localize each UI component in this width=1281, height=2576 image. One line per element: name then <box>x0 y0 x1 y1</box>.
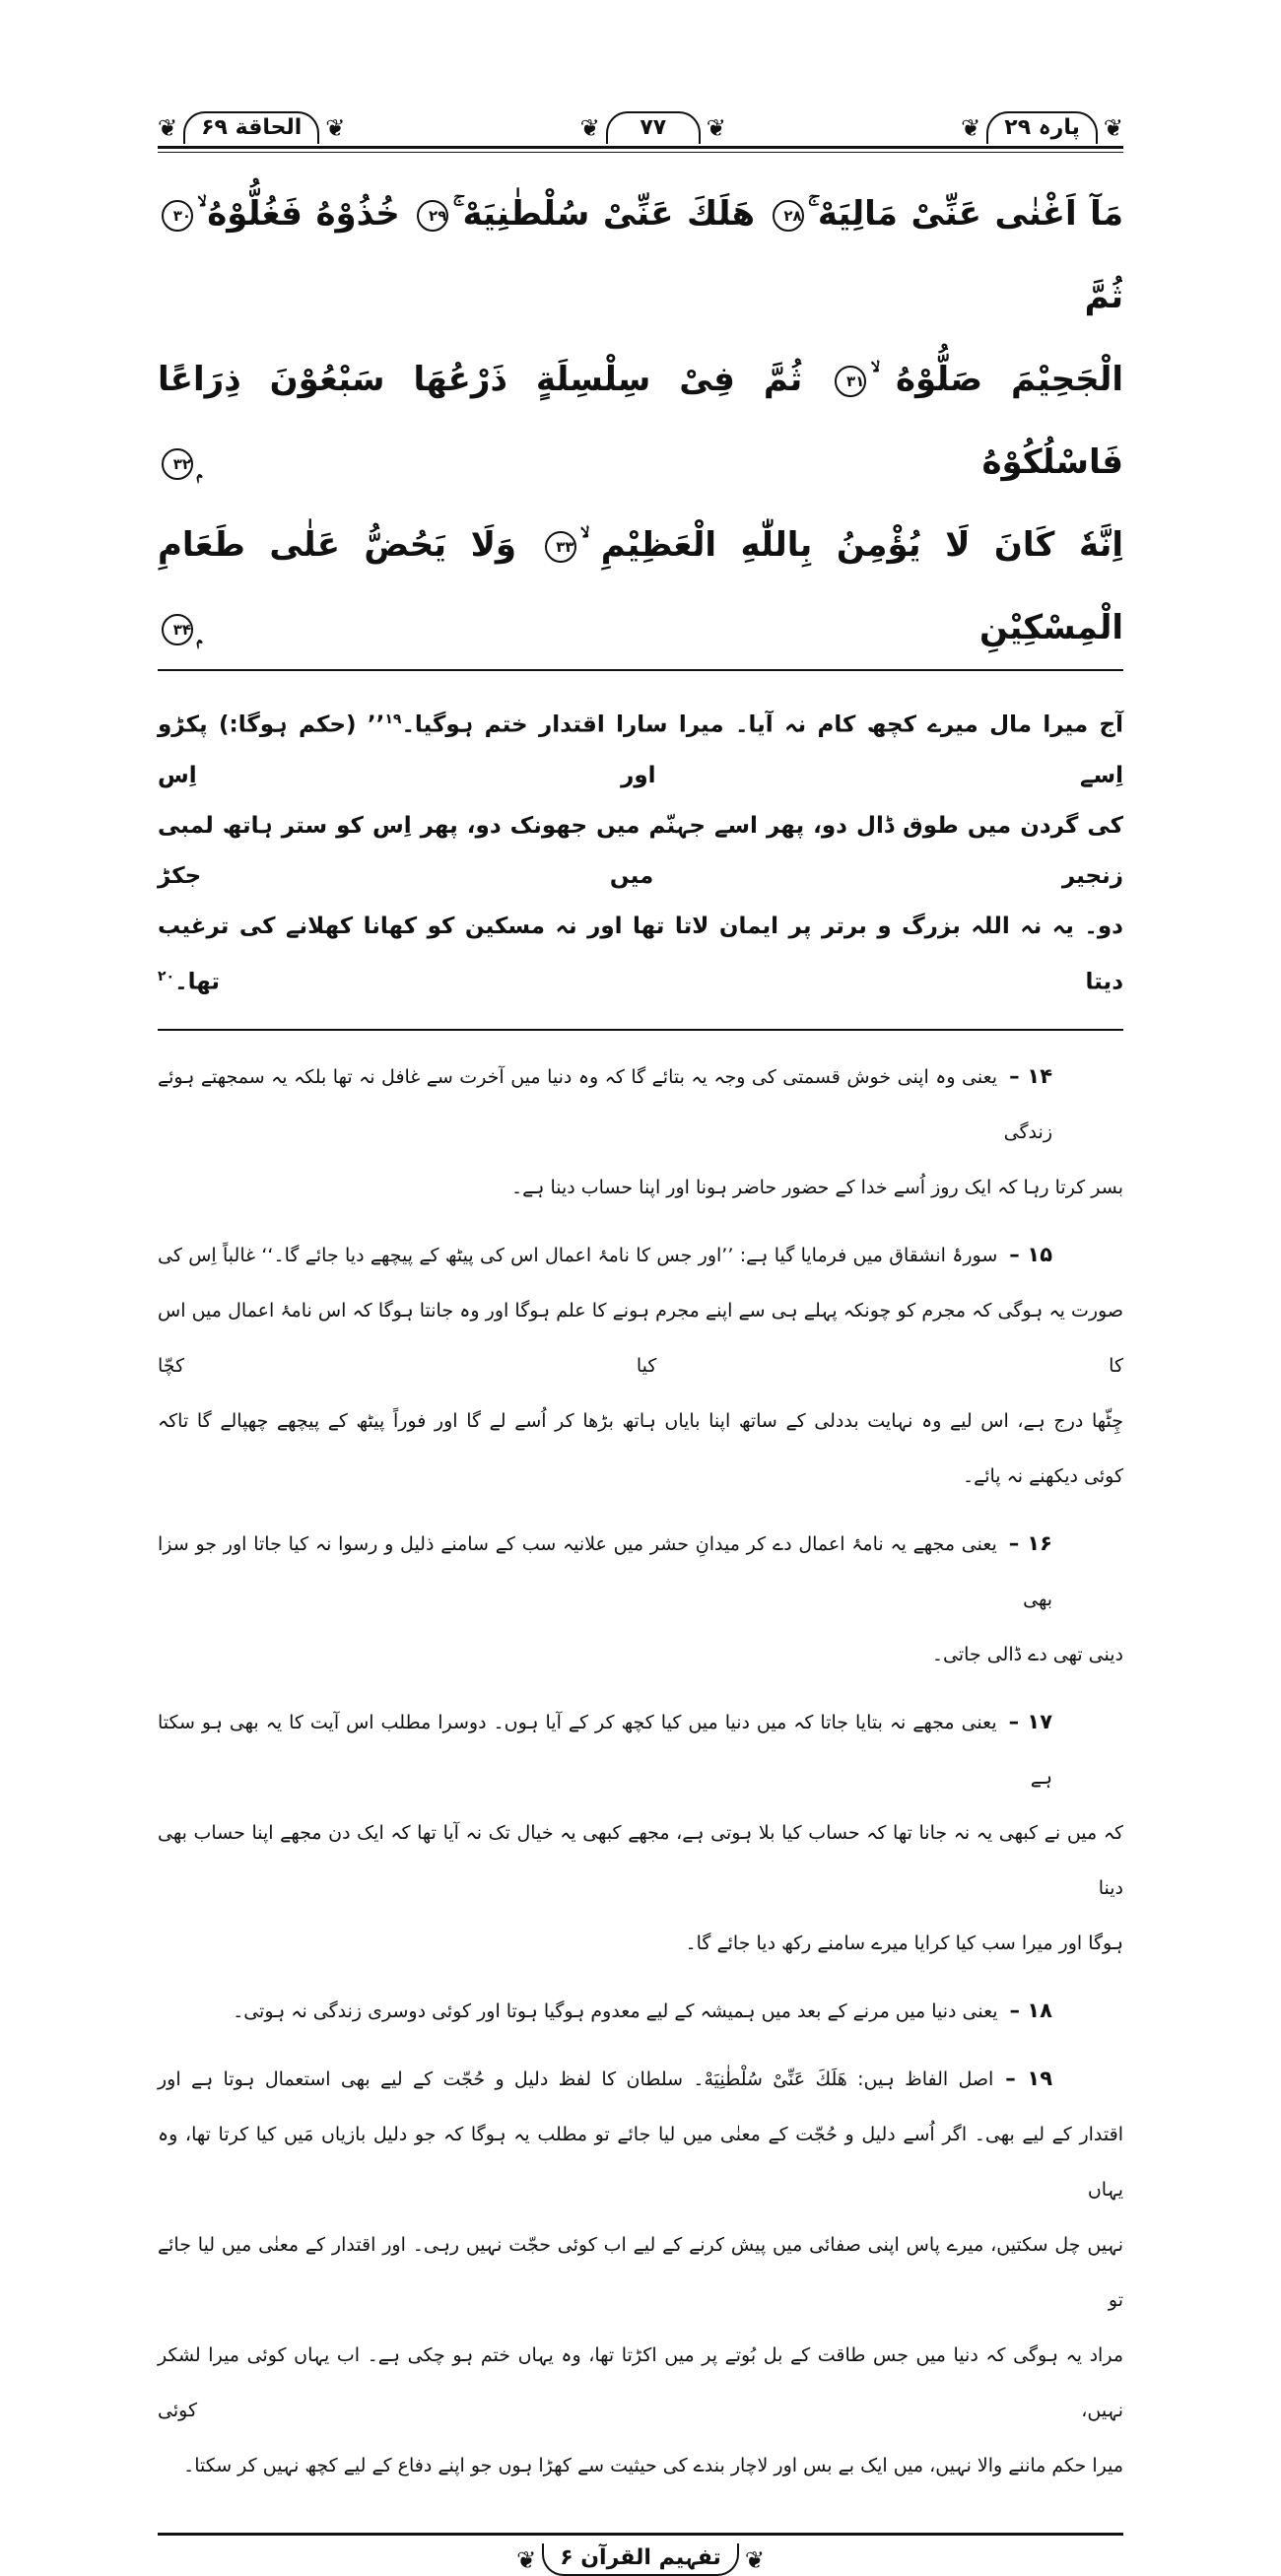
para-label: پارہ ۲۹ <box>986 111 1098 144</box>
footnote-line <box>158 1160 1123 1215</box>
footnote-text: اصل الفاظ ہیں: هَلَكَ عَنِّىْ سُلْطٰنِيَهْ۔ سلطان کا لفظ دلیل و حُجّت کے لیے بھی استعمال ہوتا ہے اور <box>158 2068 994 2091</box>
footnote <box>158 2051 1123 2493</box>
footnote-line <box>158 1916 1123 1971</box>
translation-line: دو۔ یہ نہ اللہ بزرگ و برتر پر ایمان لاتا تھا اور نہ مسکین کو کھانا کھلانے کی ترغیب دیتا تھا۔$^{۲۰}$ <box>158 913 1123 995</box>
ornament-icon: ❦ <box>516 2545 537 2574</box>
footnote <box>158 1983 1123 2039</box>
footnote-line <box>158 1393 1123 1449</box>
verse-text: اِنَّهٗ كَانَ لَا يُؤْمِنُ بِاللّٰهِ الْعَظِيْمِ ۙ <box>579 525 1123 565</box>
footnote-text: یعنی مجھے یہ نامۂ اعمال دے کر میدانِ حشر میں علانیہ سب کے سامنے ذلیل و رسوا نہ کیا جاتا اور جو سزا بھی <box>158 1533 1052 1611</box>
verse-text: مَآ اَغْنٰى عَنِّىْ مَالِيَهْ ۚ <box>807 194 1124 234</box>
footnote-text: چِٹّھا درج ہے، اس لیے وہ نہایت بددلی کے ساتھ اپنا بایاں ہاتھ بڑھا کر اُسے لے گا اور فوراً پیٹھ کے پیچھے چھپالے گا تاکہ <box>158 1410 1123 1433</box>
footnote-line <box>158 2051 1123 2107</box>
ornament-icon: ❦ <box>961 113 981 142</box>
footer-rule <box>158 2533 1123 2536</box>
footnote <box>158 1694 1123 1971</box>
page-number: ۷۷ <box>606 111 701 144</box>
page <box>158 0 1123 2576</box>
footnote-number: ۱۹ – <box>1005 2067 1053 2091</box>
footnote-text: مراد یہ ہوگی کہ دنیا میں جس طاقت کے بل بُوتے پر میں اکڑتا تھا، وہ یہاں ختم ہو چکی ہے۔ اب یہاں کوئی میرا لشکر نہیں، کوئی <box>158 2344 1123 2422</box>
header-para <box>961 111 1123 144</box>
footnote-line <box>158 2438 1123 2493</box>
surah-label: الحاقة ۶۹ <box>183 111 319 144</box>
verse-text: خُذُوْهُ فَغُلُّوْهُ ۙ <box>197 194 400 234</box>
verse-number: ۳۴ <box>162 614 193 645</box>
footer <box>158 2543 1123 2576</box>
footnote-ref[interactable]: ۱۹ <box>384 712 402 727</box>
footnote <box>158 1516 1123 1682</box>
arabic-verses <box>158 172 1123 669</box>
footnote-line <box>158 2107 1123 2217</box>
footnote-text: دینی تھی دے ڈالی جاتی۔ <box>931 1644 1123 1666</box>
translation-line: آج میرا مال میرے کچھ کام نہ آیا۔ میرا سارا اقتدار ختم ہوگیا۔$^{۱۹}$’’ (حکم ہوگا:) پکڑو اِسے اور اِس <box>158 712 1123 788</box>
footnote-text: صورت یہ ہوگی کہ مجرم کو چونکہ پہلے ہی سے اپنے مجرم ہونے کا علم ہوگا اور وہ جانتا ہوگا کہ اس نامۂ اعمال میں اس کا کیا کچّا <box>158 1300 1123 1378</box>
footnote-text: یعنی مجھے نہ بتایا جاتا کہ میں دنیا میں کیا کچھ کر کے آیا ہوں۔ دوسرا مطلب اس آیت کا یہ بھی ہو سکتا ہے <box>158 1712 1052 1790</box>
footnote-line <box>158 1983 1123 2039</box>
footnote-line <box>158 1516 1123 1627</box>
footnote-number: ۱۴ – <box>1009 1064 1053 1089</box>
ornament-icon: ❦ <box>744 2545 765 2574</box>
footnote-text: کہ میں نے کبھی یہ نہ جانا تھا کہ حساب کیا بلا ہوتی ہے، مجھے کبھی یہ خیال تک نہ آیا تھا کہ ایک دن مجھے اپنا حساب بھی دینا <box>158 1822 1123 1900</box>
footnote-number: ۱۵ – <box>1009 1243 1053 1267</box>
footnote-text: بسر کرتا رہا کہ ایک روز اُسے خدا کے حضور حاضر ہونا اور اپنا حساب دینا ہے۔ <box>511 1177 1123 1199</box>
footnotes <box>158 1031 1123 2493</box>
verse-number: ۳۱ <box>835 366 866 397</box>
verse-number: ۳۲ <box>162 448 193 480</box>
footnote-text: میرا حکم ماننے والا نہیں، میں ایک بے بس اور لاچار بندے کی حیثیت سے کھڑا ہوں جو اپنے دفاع کے لیے کچھ نہیں کر سکتا۔ <box>183 2455 1123 2477</box>
header-page <box>580 111 726 144</box>
footnote-text: نہیں چل سکتیں، میرے پاس اپنی صفائی میں پیش کرنے کے لیے اب کوئی حجّت نہیں رہی۔ اور اقتدار کے معنٰی میں لیا جائے تو <box>158 2234 1123 2312</box>
verse-line <box>158 338 1123 504</box>
footnote-line <box>158 2217 1123 2328</box>
verse-text: ثُمَّ فِىْ سِلْسِلَةٍ ذَرْعُهَا سَبْعُوْنَ ذِرَاعًا فَاسْلُكُوْهُ ۭ <box>158 360 1123 482</box>
header-surah <box>158 111 345 144</box>
ornament-icon: ❦ <box>579 113 600 142</box>
verse-text: وَلَا يَحُضُّ عَلٰى طَعَامِ الْمِسْكِيْنِ ۭ <box>158 525 1123 647</box>
footnote-line <box>158 1805 1123 1916</box>
verse-number: ۳۰ <box>162 200 193 232</box>
verse-text: ثُمَّ <box>1084 277 1123 316</box>
header-rule <box>158 146 1123 149</box>
footnote <box>158 1049 1123 1215</box>
verse-number: ۲۹ <box>417 200 448 232</box>
footnote-number: ۱۷ – <box>1008 1710 1053 1734</box>
footnote-line <box>158 2328 1123 2438</box>
verse-text: الْجَحِيْمَ صَلُّوْهُ ۙ <box>870 360 1124 399</box>
ornament-icon: ❦ <box>1103 113 1123 142</box>
footnote-ref[interactable]: ۲۰ <box>158 968 175 984</box>
ornament-icon: ❦ <box>325 113 346 142</box>
footnote-text: اقتدار کے لیے بھی۔ اگر اُسے دلیل و حُجّت کے معنٰی میں لیا جائے تو مطلب یہ ہوگا کہ جو دلیل بازیاں مَیں کیا کرتا تھا، وہ یہاں <box>158 2124 1123 2202</box>
footnote-text: ہوگا اور میرا سب کیا کرایا میرے سامنے رکھ دیا جائے گا۔ <box>685 1932 1123 1955</box>
verse-line <box>158 172 1123 338</box>
footnote-line <box>158 1627 1123 1682</box>
footnote-text: کوئی دیکھنے نہ پائے۔ <box>962 1465 1123 1488</box>
verse-number: ۳۳ <box>545 531 576 563</box>
verse-text: هَلَكَ عَنِّىْ سُلْطٰنِيَهْ ۚ <box>452 194 756 234</box>
running-header <box>158 95 1123 144</box>
footnote-line <box>158 1694 1123 1805</box>
footnote-number: ۱۶ – <box>1008 1531 1052 1556</box>
translation-line: کی گردن میں طوق ڈال دو، پھر اسے جہنّم میں جھونک دو، پھر اِس کو ستر ہاتھ لمبی زنجیر میں جکڑ <box>158 812 1123 889</box>
ornament-icon: ❦ <box>158 113 178 142</box>
footnote <box>158 1227 1123 1504</box>
footnote-line <box>158 1049 1123 1160</box>
verse-line <box>158 504 1123 669</box>
verse-number: ۲۸ <box>773 200 804 232</box>
footnote-line <box>158 1227 1123 1283</box>
translation <box>158 671 1123 1029</box>
footnote-line <box>158 1283 1123 1393</box>
header-rule-thin <box>158 152 1123 153</box>
book-title: تفہیم القرآن ۶ <box>542 2543 739 2576</box>
footnote-text: یعنی دنیا میں مرنے کے بعد میں ہمیشہ کے لیے معدوم ہوگیا ہوتا اور کوئی دوسری زندگی نہ ہوتی۔ <box>233 2000 998 2023</box>
ornament-icon: ❦ <box>706 113 726 142</box>
footnote-line <box>158 1449 1123 1504</box>
footnote-text: یعنی وہ اپنی خوش قسمتی کی وجہ یہ بتائے گا کہ وہ دنیا میں آخرت سے غافل نہ تھا بلکہ یہ سمجھتے ہوئے زندگی <box>158 1066 1052 1144</box>
footnote-number: ۱۸ – <box>1009 1999 1052 2023</box>
footnote-text: سورۂ انشقاق میں فرمایا گیا ہے: ’’اور جس کا نامۂ اعمال اس کی پیٹھ کے پیچھے دیا جائے گا۔‘‘ غالباً اِس کی <box>158 1245 998 1267</box>
